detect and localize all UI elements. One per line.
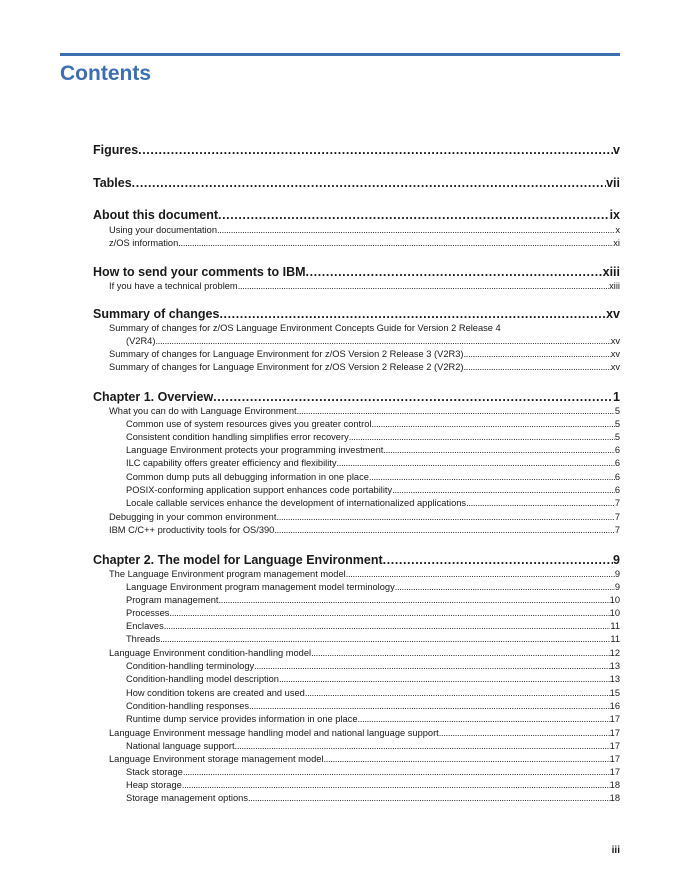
toc-entry-using-documentation[interactable]	[109, 224, 620, 236]
dot-leader	[132, 175, 606, 191]
toc-entry-page: 7	[614, 512, 620, 522]
toc-entry-title: Processes	[126, 608, 170, 618]
dot-leader	[138, 142, 613, 158]
toc-entry-title: Consistent condition handling simplifies error recovery	[126, 432, 349, 442]
toc-entry-title: Debugging in your common environment	[109, 512, 277, 522]
dot-leader	[311, 647, 610, 659]
toc-entry-title: Language Environment condition-handling model	[109, 648, 312, 658]
dot-leader	[439, 727, 610, 739]
toc-entry-storage-management-model[interactable]	[109, 753, 620, 765]
toc-entry-common-dump[interactable]	[126, 471, 620, 483]
toc-entry-page: xv	[610, 336, 620, 346]
toc-entry-title: Program management	[126, 595, 219, 605]
toc-entry-page: 9	[613, 553, 620, 567]
dot-leader	[155, 335, 610, 347]
dot-leader	[383, 552, 613, 568]
toc-entry-title: What you can do with Language Environment	[109, 406, 297, 416]
dot-leader	[164, 620, 611, 632]
toc-entry-page: 10	[609, 608, 620, 618]
dot-leader	[160, 633, 610, 645]
toc-entry-title: If you have a technical problem	[109, 281, 238, 291]
toc-entry-title: Summary of changes for Language Environment for z/OS Version 2 Release 2 (V2R2)	[109, 362, 464, 372]
toc-entry-title: Common dump puts all debugging information in one place	[126, 472, 369, 482]
toc-entry-page: v	[613, 143, 620, 157]
toc-entry-condition-handling-responses[interactable]	[126, 700, 620, 712]
toc-entry-message-handling-model[interactable]	[109, 727, 620, 739]
toc-entry-condition-handling-model[interactable]	[109, 647, 620, 659]
dot-leader	[395, 581, 615, 593]
toc-entry-runtime-dump-service[interactable]	[126, 713, 620, 725]
dot-leader	[217, 224, 615, 236]
dot-leader	[349, 431, 615, 443]
toc-entry-summary-v2r3[interactable]	[109, 348, 620, 360]
dot-leader	[371, 418, 614, 430]
toc-entry-page: xv	[610, 362, 620, 372]
dot-leader	[297, 405, 615, 417]
toc-entry-title: Figures	[93, 143, 139, 157]
toc-entry-page: 6	[614, 485, 620, 495]
toc-entry-title: Chapter 1. Overview	[93, 390, 214, 404]
dot-leader	[178, 237, 613, 249]
toc-entry-stack-storage[interactable]	[126, 766, 620, 778]
toc-entry-title: Chapter 2. The model for Language Environment	[93, 553, 383, 567]
toc-entry-program-management[interactable]	[126, 594, 620, 606]
toc-entry-title: Language Environment program management model terminology	[126, 582, 395, 592]
dot-leader	[238, 280, 609, 292]
toc-entry-page: 16	[609, 701, 620, 711]
toc-entry-ilc-capability[interactable]	[126, 457, 620, 469]
toc-entry-page: 7	[614, 498, 620, 508]
toc-entry-page: 15	[609, 688, 620, 698]
toc-entry-title: Using your documentation	[109, 225, 218, 235]
toc-entry-title: Stack storage	[126, 767, 183, 777]
toc-entry-page: 11	[610, 621, 620, 631]
toc-entry-title: Threads	[126, 634, 161, 644]
toc-entry-page: xv	[606, 307, 620, 321]
dot-leader	[464, 361, 611, 373]
toc-entry-send-comments[interactable]	[93, 264, 620, 280]
toc-entry-title: Enclaves	[126, 621, 164, 631]
toc-entry-page: 13	[609, 674, 620, 684]
dot-leader	[274, 524, 614, 536]
toc-entry-title: z/OS information	[109, 238, 179, 248]
toc-entry-page: 17	[609, 741, 620, 751]
toc-entry-page: 18	[609, 780, 620, 790]
page-number: iii	[611, 845, 620, 856]
toc-entry-title: How to send your comments to IBM	[93, 265, 306, 279]
toc-entry-page: 10	[609, 595, 620, 605]
dot-leader	[466, 497, 615, 509]
toc-entry-title: Common use of system resources gives you greater control	[126, 419, 372, 429]
toc-entry-condition-handling-description[interactable]	[126, 673, 620, 685]
toc-entry-consistent-condition-handling[interactable]	[126, 431, 620, 443]
toc-entry-national-language-support[interactable]	[126, 740, 620, 752]
dot-leader	[464, 348, 611, 360]
toc-entry-what-you-can-do[interactable]	[109, 405, 620, 417]
dot-leader	[218, 207, 610, 223]
toc-entry-page: 11	[610, 634, 620, 644]
toc-entry-tables[interactable]	[93, 175, 620, 191]
toc-entry-page: xiii	[602, 265, 620, 279]
toc-entry-page: 17	[609, 714, 620, 724]
toc-entry-threads[interactable]	[126, 633, 620, 645]
toc-entry-program-management-terminology[interactable]	[126, 581, 620, 593]
dot-leader	[392, 484, 615, 496]
toc-entry-common-use-resources[interactable]	[126, 418, 620, 430]
dot-leader	[346, 568, 615, 580]
toc-entry-page: 1	[613, 390, 620, 404]
toc-entry-about[interactable]	[93, 207, 620, 223]
dot-leader	[276, 511, 614, 523]
dot-leader	[219, 306, 606, 322]
toc-entry-title: The Language Environment program management model	[109, 569, 346, 579]
toc-entry-summary-of-changes[interactable]	[93, 306, 620, 322]
toc-entry-page: xv	[610, 349, 620, 359]
dot-leader	[182, 779, 610, 791]
dot-leader	[183, 766, 610, 778]
toc-entry-program-management-model[interactable]	[109, 568, 620, 580]
toc-entry-page: 17	[609, 754, 620, 764]
toc-entry-page: xiii	[609, 281, 620, 291]
toc-entry-summary-v2r4-line2[interactable]	[126, 335, 620, 347]
toc-entry-zos-information[interactable]	[109, 237, 620, 249]
toc-entry-page: 5	[614, 432, 620, 442]
dot-leader	[358, 713, 610, 725]
toc-entry-title: POSIX-conforming application support enhances code portability	[126, 485, 393, 495]
toc-entry-title: Summary of changes for Language Environment for z/OS Version 2 Release 3 (V2R3)	[109, 349, 464, 359]
toc-entry-summary-v2r4-line1[interactable]: Summary of changes for z/OS Language Environment Concepts Guide for Version 2 Release 4	[109, 323, 501, 333]
toc-entry-heap-storage[interactable]	[126, 779, 620, 791]
toc-entry-condition-tokens[interactable]	[126, 687, 620, 699]
toc-entry-title: Runtime dump service provides information in one place	[126, 714, 358, 724]
dot-leader	[249, 700, 610, 712]
toc-entry-title: Language Environment storage management model	[109, 754, 324, 764]
toc-entry-page: xi	[613, 238, 620, 248]
toc-entry-title: Storage management options	[126, 793, 248, 803]
toc-entry-page: ix	[609, 208, 620, 222]
dot-leader	[279, 673, 610, 685]
toc-entry-page: 6	[614, 458, 620, 468]
page-title: Contents	[60, 62, 151, 85]
toc-entry-ibm-productivity-tools[interactable]	[109, 524, 620, 536]
toc-entry-title: IBM C/C++ productivity tools for OS/390	[109, 525, 275, 535]
toc-entry-title: Condition-handling terminology	[126, 661, 255, 671]
heading-rule	[60, 53, 620, 56]
toc-entry-page: 17	[609, 728, 620, 738]
toc-entry-processes[interactable]	[126, 607, 620, 619]
dot-leader	[369, 471, 615, 483]
dot-leader	[169, 607, 609, 619]
toc-entry-figures[interactable]	[93, 142, 620, 158]
toc-entry-title: How condition tokens are created and used	[126, 688, 305, 698]
toc-entry-protects-investment[interactable]	[126, 444, 620, 456]
toc-entry-page: 5	[614, 419, 620, 429]
toc-entry-page: 13	[609, 661, 620, 671]
toc-entry-posix-support[interactable]	[126, 484, 620, 496]
toc-entry-summary-v2r2[interactable]	[109, 361, 620, 373]
dot-leader	[248, 792, 610, 804]
toc-entry-enclaves[interactable]	[126, 620, 620, 632]
dot-leader	[213, 389, 613, 405]
toc-entry-chapter-2[interactable]	[93, 552, 620, 568]
toc-entry-title: Language Environment message handling model and national language support	[109, 728, 439, 738]
toc-entry-page: 9	[614, 582, 620, 592]
dot-leader	[323, 753, 609, 765]
toc-entry-page: x	[615, 225, 620, 235]
toc-entry-condition-handling-terminology[interactable]	[126, 660, 620, 672]
toc-entry-technical-problem[interactable]	[109, 280, 620, 292]
toc-entry-title: Tables	[93, 176, 132, 190]
toc-entry-page: 18	[609, 793, 620, 803]
toc-entry-storage-management-options[interactable]	[126, 792, 620, 804]
toc-entry-title: Condition-handling responses	[126, 701, 250, 711]
dot-leader	[235, 740, 610, 752]
toc-entry-page: 7	[614, 525, 620, 535]
dot-leader	[305, 687, 610, 699]
toc-entry-page: vii	[606, 176, 620, 190]
toc-entry-page: 6	[614, 472, 620, 482]
toc-entry-page: 6	[614, 445, 620, 455]
toc-entry-title: Locale callable services enhance the development of internationalized applications	[126, 498, 467, 508]
dot-leader	[254, 660, 609, 672]
toc-entry-title: National language support	[126, 741, 235, 751]
dot-leader	[219, 594, 610, 606]
toc-entry-title: ILC capability offers greater efficiency and flexibility	[126, 458, 337, 468]
toc-entry-title: Condition-handling model description	[126, 674, 279, 684]
toc-entry-page: 17	[609, 767, 620, 777]
toc-entry-title: (V2R4)	[126, 336, 156, 346]
toc-entry-title: Heap storage	[126, 780, 182, 790]
toc-entry-title: Summary of changes	[93, 307, 220, 321]
toc-entry-title: Language Environment protects your programming investment	[126, 445, 384, 455]
toc-entry-page: 5	[614, 406, 620, 416]
toc-entry-page: 9	[614, 569, 620, 579]
toc-entry-page: 12	[609, 648, 620, 658]
toc-entry-chapter-1[interactable]	[93, 389, 620, 405]
dot-leader	[306, 264, 603, 280]
toc-entry-title: About this document	[93, 208, 218, 222]
dot-leader	[383, 444, 614, 456]
toc-entry-locale-callable-services[interactable]	[126, 497, 620, 509]
dot-leader	[337, 457, 615, 469]
toc-entry-debugging[interactable]	[109, 511, 620, 523]
